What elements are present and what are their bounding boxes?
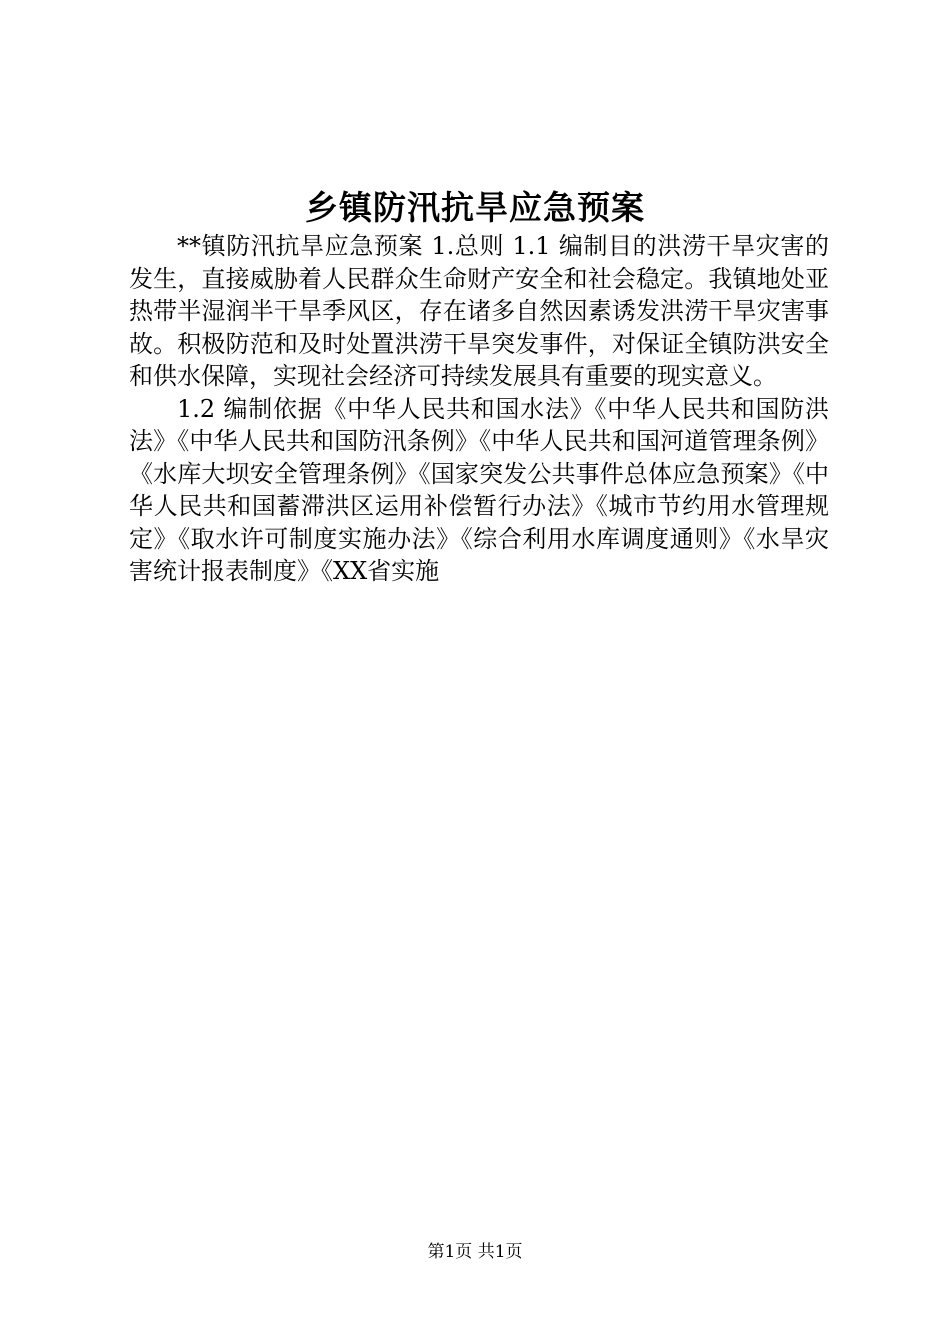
document-title: 乡镇防汛抗旱应急预案 [305, 188, 645, 227]
page-footer: 第1页 共1页 [427, 1242, 523, 1262]
document-body [129, 230, 829, 588]
paragraph-basis: 1.2 编制依据《中华人民共和国水法》《中华人民共和国防洪法》《中华人民共和国防汛条例》《中华人民共和国河道管理条例》《水库大坝安全管理条例》《国家突发公共事件总体应急预案》《中华人民共和国蓄滞洪区运用补偿暂行办法》《城市节约用水管理规定》《取水许可制度实施办法》《综合利用水库调度通则》《水旱灾害统计报表制度》《XX省实施 [129, 394, 829, 585]
paragraph-general-principles: **镇防汛抗旱应急预案 1.总则 1.1 编制目的洪涝干旱灾害的发生，直接威胁着人民群众生命财产安全和社会稳定。我镇地处亚热带半湿润半干旱季风区，存在诸多自然因素诱发洪涝干旱灾害事故。积极防范和及时处置洪涝干旱突发事件，对保证全镇防洪安全和供水保障，实现社会经济可持续发展具有重要的现实意义。 [129, 232, 829, 390]
